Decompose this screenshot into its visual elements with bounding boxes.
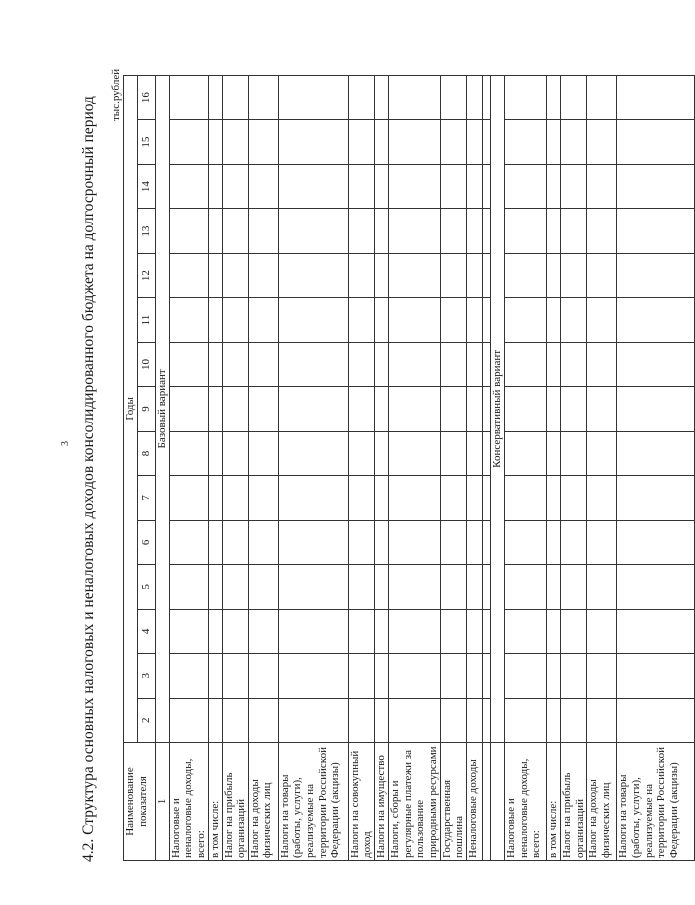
value-cell bbox=[560, 253, 586, 297]
value-cell bbox=[208, 75, 222, 120]
value-cell bbox=[278, 164, 348, 208]
gap-cell bbox=[482, 431, 490, 475]
value-cell bbox=[389, 164, 441, 208]
value-cell bbox=[375, 387, 389, 431]
row-label: Налоги, сборы и регулярные платежи за пользование природными ресурсами bbox=[389, 743, 441, 861]
gap-cell bbox=[482, 609, 490, 653]
value-cell bbox=[208, 120, 222, 164]
value-cell bbox=[546, 476, 560, 520]
value-cell bbox=[617, 120, 695, 164]
value-cell bbox=[278, 520, 348, 564]
column-number: 8 bbox=[137, 431, 155, 475]
value-cell bbox=[278, 565, 348, 609]
value-cell bbox=[278, 298, 348, 342]
value-cell bbox=[208, 298, 222, 342]
table-row bbox=[560, 75, 586, 860]
gap-cell bbox=[482, 75, 490, 120]
value-cell bbox=[348, 698, 374, 742]
value-cell bbox=[440, 698, 466, 742]
value-cell bbox=[248, 565, 278, 609]
value-cell bbox=[546, 609, 560, 653]
value-cell bbox=[348, 609, 374, 653]
gap-cell bbox=[482, 342, 490, 386]
value-cell bbox=[587, 120, 617, 164]
value-cell bbox=[546, 342, 560, 386]
revenue-structure-table bbox=[123, 75, 695, 861]
empty-cell bbox=[490, 743, 504, 861]
value-cell bbox=[560, 120, 586, 164]
value-cell bbox=[440, 609, 466, 653]
value-cell bbox=[375, 253, 389, 297]
column-number: 11 bbox=[137, 298, 155, 342]
value-cell bbox=[440, 431, 466, 475]
column-number: 14 bbox=[137, 164, 155, 208]
gap-cell bbox=[482, 209, 490, 253]
value-cell bbox=[375, 209, 389, 253]
value-cell bbox=[587, 75, 617, 120]
value-cell bbox=[504, 609, 546, 653]
value-cell bbox=[440, 565, 466, 609]
value-cell bbox=[440, 654, 466, 698]
value-cell bbox=[504, 342, 546, 386]
value-cell bbox=[546, 75, 560, 120]
value-cell bbox=[466, 120, 482, 164]
value-cell bbox=[440, 298, 466, 342]
value-cell bbox=[348, 476, 374, 520]
row-label: Налог на доходы физических лиц bbox=[248, 743, 278, 861]
value-cell bbox=[587, 654, 617, 698]
value-cell bbox=[208, 387, 222, 431]
value-cell bbox=[504, 476, 546, 520]
value-cell bbox=[348, 120, 374, 164]
value-cell bbox=[504, 164, 546, 208]
value-cell bbox=[440, 120, 466, 164]
value-cell bbox=[617, 387, 695, 431]
value-cell bbox=[466, 698, 482, 742]
value-cell bbox=[169, 164, 208, 208]
value-cell bbox=[375, 565, 389, 609]
value-cell bbox=[389, 75, 441, 120]
gap-cell bbox=[482, 565, 490, 609]
row-label: Налоговые и неналоговые доходы, всего: bbox=[169, 743, 208, 861]
value-cell bbox=[169, 654, 208, 698]
value-cell bbox=[348, 431, 374, 475]
value-cell bbox=[466, 342, 482, 386]
value-cell bbox=[389, 342, 441, 386]
value-cell bbox=[208, 520, 222, 564]
section-header-conservative: Консервативный вариант bbox=[490, 75, 504, 742]
value-cell bbox=[348, 253, 374, 297]
column-number: 4 bbox=[137, 609, 155, 653]
column-number: 7 bbox=[137, 476, 155, 520]
value-cell bbox=[504, 298, 546, 342]
value-cell bbox=[617, 342, 695, 386]
value-cell bbox=[222, 565, 248, 609]
value-cell bbox=[504, 209, 546, 253]
value-cell bbox=[389, 609, 441, 653]
value-cell bbox=[222, 164, 248, 208]
column-number: 6 bbox=[137, 520, 155, 564]
value-cell bbox=[169, 209, 208, 253]
value-cell bbox=[348, 342, 374, 386]
value-cell bbox=[222, 476, 248, 520]
value-cell bbox=[169, 120, 208, 164]
value-cell bbox=[440, 164, 466, 208]
value-cell bbox=[466, 253, 482, 297]
row-label: Налоги на совокупный доход bbox=[348, 743, 374, 861]
value-cell bbox=[560, 654, 586, 698]
value-cell bbox=[348, 75, 374, 120]
value-cell bbox=[169, 476, 208, 520]
row-label: Налоговые и неналоговые доходы, всего: bbox=[504, 743, 546, 861]
value-cell bbox=[466, 565, 482, 609]
value-cell bbox=[504, 565, 546, 609]
value-cell bbox=[389, 654, 441, 698]
column-number: 2 bbox=[137, 698, 155, 742]
value-cell bbox=[389, 520, 441, 564]
value-cell bbox=[375, 164, 389, 208]
gap-cell bbox=[482, 253, 490, 297]
value-cell bbox=[466, 387, 482, 431]
value-cell bbox=[617, 75, 695, 120]
value-cell bbox=[587, 431, 617, 475]
value-cell bbox=[546, 253, 560, 297]
value-cell bbox=[278, 75, 348, 120]
value-cell bbox=[278, 654, 348, 698]
value-cell bbox=[375, 120, 389, 164]
value-cell bbox=[560, 431, 586, 475]
value-cell bbox=[466, 75, 482, 120]
value-cell bbox=[546, 565, 560, 609]
value-cell bbox=[208, 342, 222, 386]
value-cell bbox=[208, 698, 222, 742]
row-label: Налоги на имущество bbox=[375, 743, 389, 861]
value-cell bbox=[440, 476, 466, 520]
value-cell bbox=[389, 476, 441, 520]
value-cell bbox=[504, 520, 546, 564]
value-cell bbox=[504, 120, 546, 164]
table-row bbox=[546, 75, 560, 860]
value-cell bbox=[375, 342, 389, 386]
value-cell bbox=[208, 476, 222, 520]
gap-cell bbox=[482, 120, 490, 164]
gap-cell bbox=[482, 520, 490, 564]
value-cell bbox=[560, 387, 586, 431]
value-cell bbox=[169, 298, 208, 342]
value-cell bbox=[348, 654, 374, 698]
table-row bbox=[278, 75, 348, 860]
value-cell bbox=[278, 431, 348, 475]
value-cell bbox=[169, 565, 208, 609]
value-cell bbox=[278, 209, 348, 253]
value-cell bbox=[504, 654, 546, 698]
value-cell bbox=[348, 298, 374, 342]
value-cell bbox=[389, 698, 441, 742]
value-cell bbox=[504, 698, 546, 742]
value-cell bbox=[348, 387, 374, 431]
value-cell bbox=[222, 75, 248, 120]
column-number: 1 bbox=[155, 743, 169, 861]
value-cell bbox=[389, 120, 441, 164]
value-cell bbox=[248, 253, 278, 297]
gap-cell bbox=[482, 298, 490, 342]
value-cell bbox=[560, 609, 586, 653]
column-number: 16 bbox=[137, 75, 155, 120]
column-number: 9 bbox=[137, 387, 155, 431]
value-cell bbox=[222, 431, 248, 475]
value-cell bbox=[466, 476, 482, 520]
value-cell bbox=[560, 698, 586, 742]
value-cell bbox=[587, 476, 617, 520]
value-cell bbox=[222, 120, 248, 164]
value-cell bbox=[348, 164, 374, 208]
table-row bbox=[440, 75, 466, 860]
gap-cell bbox=[482, 654, 490, 698]
value-cell bbox=[617, 609, 695, 653]
row-label: Налог на прибыль организаций bbox=[560, 743, 586, 861]
column-number: 13 bbox=[137, 209, 155, 253]
value-cell bbox=[560, 164, 586, 208]
gap-cell bbox=[482, 387, 490, 431]
value-cell bbox=[587, 387, 617, 431]
column-number: 5 bbox=[137, 565, 155, 609]
value-cell bbox=[278, 609, 348, 653]
value-cell bbox=[389, 565, 441, 609]
row-label: Налог на доходы физических лиц bbox=[587, 743, 617, 861]
value-cell bbox=[617, 698, 695, 742]
value-cell bbox=[440, 209, 466, 253]
value-cell bbox=[587, 253, 617, 297]
value-cell bbox=[169, 75, 208, 120]
value-cell bbox=[617, 654, 695, 698]
value-cell bbox=[278, 387, 348, 431]
value-cell bbox=[208, 565, 222, 609]
value-cell bbox=[560, 520, 586, 564]
value-cell bbox=[504, 75, 546, 120]
value-cell bbox=[560, 565, 586, 609]
value-cell bbox=[348, 520, 374, 564]
value-cell bbox=[222, 520, 248, 564]
value-cell bbox=[348, 565, 374, 609]
row-label: в том числе: bbox=[208, 743, 222, 861]
value-cell bbox=[617, 565, 695, 609]
rotated-table-frame bbox=[123, 76, 680, 861]
value-cell bbox=[208, 164, 222, 208]
value-cell bbox=[546, 431, 560, 475]
table-row bbox=[389, 75, 441, 860]
years-header: Годы bbox=[124, 75, 138, 742]
value-cell bbox=[169, 520, 208, 564]
value-cell bbox=[617, 209, 695, 253]
value-cell bbox=[248, 75, 278, 120]
value-cell bbox=[440, 520, 466, 564]
row-label: Государственная пошлина bbox=[440, 743, 466, 861]
value-cell bbox=[546, 654, 560, 698]
value-cell bbox=[222, 209, 248, 253]
value-cell bbox=[348, 209, 374, 253]
value-cell bbox=[546, 209, 560, 253]
value-cell bbox=[248, 164, 278, 208]
gap-cell bbox=[482, 164, 490, 208]
row-label: Налоги на товары (работы, услуги), реализуемые на территории Российской Федерации (акцизы) bbox=[617, 743, 695, 861]
value-cell bbox=[617, 431, 695, 475]
table-row bbox=[208, 75, 222, 860]
row-label: Неналоговые доходы bbox=[466, 743, 482, 861]
value-cell bbox=[560, 298, 586, 342]
value-cell bbox=[278, 342, 348, 386]
value-cell bbox=[587, 209, 617, 253]
value-cell bbox=[546, 120, 560, 164]
value-cell bbox=[389, 387, 441, 431]
value-cell bbox=[248, 431, 278, 475]
value-cell bbox=[560, 209, 586, 253]
value-cell bbox=[466, 609, 482, 653]
value-cell bbox=[587, 609, 617, 653]
value-cell bbox=[169, 253, 208, 297]
value-cell bbox=[587, 342, 617, 386]
value-cell bbox=[546, 698, 560, 742]
value-cell bbox=[389, 209, 441, 253]
value-cell bbox=[169, 609, 208, 653]
value-cell bbox=[389, 253, 441, 297]
table-row bbox=[617, 75, 695, 860]
value-cell bbox=[208, 609, 222, 653]
value-cell bbox=[208, 253, 222, 297]
value-cell bbox=[375, 609, 389, 653]
value-cell bbox=[617, 298, 695, 342]
section-header-base: Базовый вариант bbox=[155, 75, 169, 742]
value-cell bbox=[560, 476, 586, 520]
table-row bbox=[222, 75, 248, 860]
value-cell bbox=[248, 298, 278, 342]
value-cell bbox=[466, 298, 482, 342]
column-number: 10 bbox=[137, 342, 155, 386]
value-cell bbox=[466, 654, 482, 698]
table-row bbox=[504, 75, 546, 860]
value-cell bbox=[208, 654, 222, 698]
value-cell bbox=[587, 298, 617, 342]
value-cell bbox=[222, 253, 248, 297]
value-cell bbox=[278, 698, 348, 742]
column-number: 12 bbox=[137, 253, 155, 297]
value-cell bbox=[587, 164, 617, 208]
value-cell bbox=[248, 209, 278, 253]
value-cell bbox=[440, 75, 466, 120]
value-cell bbox=[375, 298, 389, 342]
value-cell bbox=[375, 520, 389, 564]
table-row bbox=[466, 75, 482, 860]
gap-cell bbox=[482, 743, 490, 861]
value-cell bbox=[278, 120, 348, 164]
name-column-header: Наименование показателя bbox=[124, 743, 156, 861]
value-cell bbox=[504, 253, 546, 297]
value-cell bbox=[248, 520, 278, 564]
value-cell bbox=[389, 431, 441, 475]
value-cell bbox=[248, 387, 278, 431]
value-cell bbox=[546, 298, 560, 342]
value-cell bbox=[617, 476, 695, 520]
value-cell bbox=[389, 298, 441, 342]
value-cell bbox=[466, 209, 482, 253]
table-row bbox=[169, 75, 208, 860]
gap-cell bbox=[482, 698, 490, 742]
gap-cell bbox=[482, 476, 490, 520]
value-cell bbox=[222, 342, 248, 386]
table-row bbox=[248, 75, 278, 860]
value-cell bbox=[466, 520, 482, 564]
table-row bbox=[490, 75, 504, 860]
value-cell bbox=[440, 342, 466, 386]
value-cell bbox=[375, 654, 389, 698]
value-cell bbox=[248, 609, 278, 653]
value-cell bbox=[222, 387, 248, 431]
section-gap bbox=[482, 75, 490, 860]
value-cell bbox=[222, 298, 248, 342]
value-cell bbox=[504, 431, 546, 475]
value-cell bbox=[617, 253, 695, 297]
value-cell bbox=[169, 698, 208, 742]
column-number: 3 bbox=[137, 654, 155, 698]
value-cell bbox=[222, 698, 248, 742]
value-cell bbox=[560, 342, 586, 386]
table-row bbox=[375, 75, 389, 860]
value-cell bbox=[222, 654, 248, 698]
value-cell bbox=[248, 698, 278, 742]
value-cell bbox=[375, 431, 389, 475]
value-cell bbox=[169, 342, 208, 386]
value-cell bbox=[617, 520, 695, 564]
section-title: 4.2. Структура основных налоговых и неналоговых доходов консолидированного бюджета на долгосрочный период bbox=[80, 96, 97, 862]
value-cell bbox=[546, 520, 560, 564]
value-cell bbox=[375, 476, 389, 520]
value-cell bbox=[278, 476, 348, 520]
column-number: 15 bbox=[137, 120, 155, 164]
value-cell bbox=[375, 698, 389, 742]
value-cell bbox=[440, 387, 466, 431]
value-cell bbox=[466, 431, 482, 475]
value-cell bbox=[587, 565, 617, 609]
value-cell bbox=[208, 209, 222, 253]
value-cell bbox=[248, 120, 278, 164]
value-cell bbox=[248, 476, 278, 520]
value-cell bbox=[169, 431, 208, 475]
value-cell bbox=[248, 342, 278, 386]
value-cell bbox=[587, 698, 617, 742]
table-row bbox=[348, 75, 374, 860]
value-cell bbox=[546, 164, 560, 208]
value-cell bbox=[248, 654, 278, 698]
row-label: в том числе: bbox=[546, 743, 560, 861]
row-label: Налог на прибыль организаций bbox=[222, 743, 248, 861]
value-cell bbox=[560, 75, 586, 120]
value-cell bbox=[169, 387, 208, 431]
value-cell bbox=[222, 609, 248, 653]
value-cell bbox=[440, 253, 466, 297]
unit-label: тыс.рублей bbox=[110, 68, 122, 121]
row-label: Налоги на товары (работы, услуги), реализуемые на территории Российской Федерации (акцизы) bbox=[278, 743, 348, 861]
value-cell bbox=[587, 520, 617, 564]
value-cell bbox=[617, 164, 695, 208]
value-cell bbox=[208, 431, 222, 475]
value-cell bbox=[546, 387, 560, 431]
page-number: 3 bbox=[60, 441, 71, 446]
value-cell bbox=[375, 75, 389, 120]
value-cell bbox=[504, 387, 546, 431]
table-row bbox=[587, 75, 617, 860]
value-cell bbox=[466, 164, 482, 208]
value-cell bbox=[278, 253, 348, 297]
